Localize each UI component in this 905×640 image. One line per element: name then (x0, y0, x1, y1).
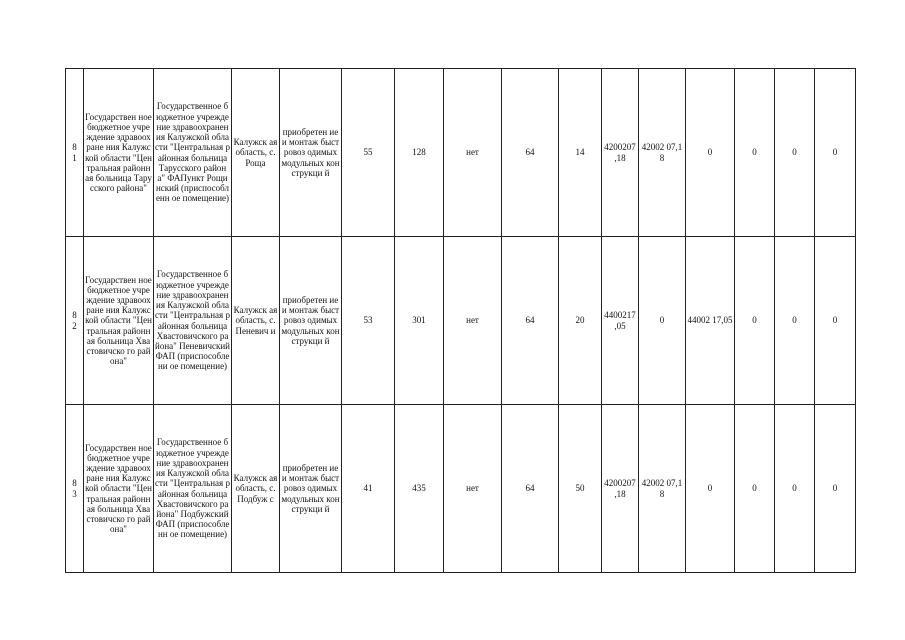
institution-name: Государствен ное бюджетное учреждение здравоохране ния Калужской области "Центральная районная больница Хвастовичско го района" (84, 237, 154, 405)
value-cell: 0 (735, 69, 775, 237)
table-row (66, 237, 856, 405)
location: Калужск ая область, с. Пеневич и (232, 237, 280, 405)
value-cell: 0 (815, 405, 856, 573)
table-body (66, 69, 856, 573)
value-cell: 20 (559, 237, 602, 405)
location: Калужск ая область, с. Роща (232, 69, 280, 237)
facility-name: Государственное бюджетное учреждение здравоохранения Калужской области "Центральная районная больница Хвастовичского района" Пеневичский ФАП (приспособлени ое помещение) (154, 237, 232, 405)
table-row (66, 69, 856, 237)
value-cell: 42002 07,18 (639, 405, 686, 573)
value-cell: 55 (342, 69, 395, 237)
value-cell: 4200207 ,18 (602, 69, 639, 237)
value-cell: 4200207 ,18 (602, 405, 639, 573)
value-cell: 42002 07,18 (639, 69, 686, 237)
value-cell: 0 (815, 237, 856, 405)
facility-name: Государственное бюджетное учреждение здравоохранения Калужской области "Центральная районная больница Тарусского района" ФАПункт Рощинский (приспособленн ое помещение) (154, 69, 232, 237)
action: приобретен ие и монтаж быстровоз одимых модульных конструкци й (280, 405, 342, 573)
row-number: 8 2 (66, 237, 84, 405)
action: приобретен ие и монтаж быстровоз одимых модульных конструкци й (280, 69, 342, 237)
value-cell: 0 (775, 237, 815, 405)
value-cell: 64 (502, 237, 559, 405)
facility-name: Государственное бюджетное учреждение здравоохранения Калужской области "Центральная районная больница Хвастовичского района" Подбужский ФАП (приспособленн ое помещение) (154, 405, 232, 573)
value-cell: 128 (395, 69, 444, 237)
action: приобретен ие и монтаж быстровоз одимых модульных конструкци й (280, 237, 342, 405)
value-cell: 64 (502, 405, 559, 573)
value-cell: 0 (735, 237, 775, 405)
facility-table (65, 68, 856, 573)
institution-name: Государствен ное бюджетное учреждение здравоохране ния Калужской области "Центральная районная больница Хвастовичско го района" (84, 405, 154, 573)
value-cell: 0 (735, 405, 775, 573)
value-cell: нет (444, 69, 502, 237)
value-cell: 4400217 ,05 (602, 237, 639, 405)
value-cell: 0 (686, 405, 735, 573)
value-cell: 301 (395, 237, 444, 405)
value-cell: 53 (342, 237, 395, 405)
value-cell: 0 (775, 405, 815, 573)
row-number: 8 1 (66, 69, 84, 237)
value-cell: 0 (686, 69, 735, 237)
value-cell: 435 (395, 405, 444, 573)
value-cell: нет (444, 237, 502, 405)
table-row (66, 405, 856, 573)
value-cell: 41 (342, 405, 395, 573)
row-number: 8 3 (66, 405, 84, 573)
location: Калужск ая область, с. Подбуж с (232, 405, 280, 573)
value-cell: 0 (815, 69, 856, 237)
value-cell: 50 (559, 405, 602, 573)
value-cell: нет (444, 405, 502, 573)
value-cell: 14 (559, 69, 602, 237)
value-cell: 0 (639, 237, 686, 405)
value-cell: 44002 17,05 (686, 237, 735, 405)
value-cell: 64 (502, 69, 559, 237)
institution-name: Государствен ное бюджетное учреждение здравоохране ния Калужской области "Центральная районная больница Тарусского района" (84, 69, 154, 237)
value-cell: 0 (775, 69, 815, 237)
